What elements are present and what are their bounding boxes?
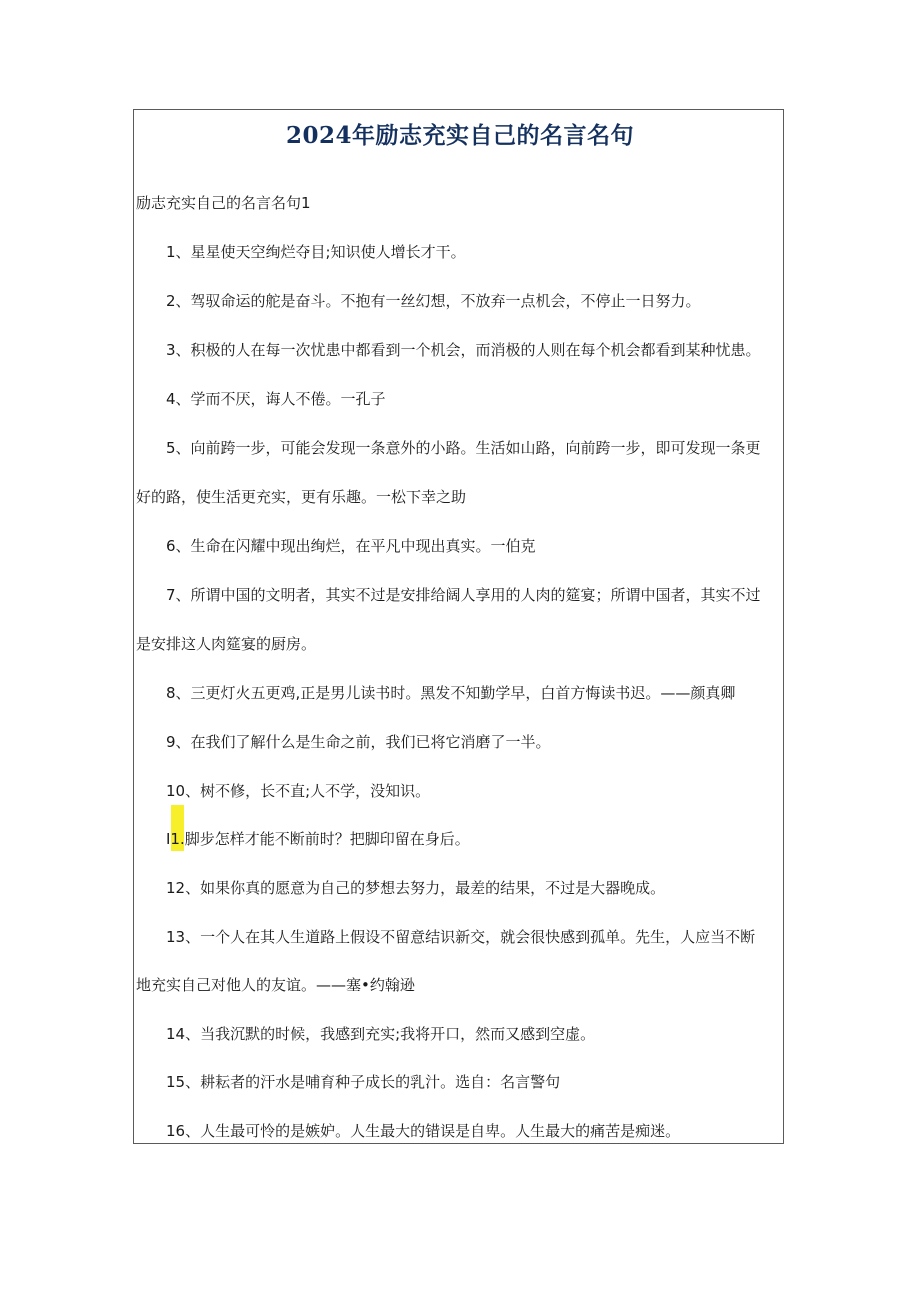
quote-line-14: 14、当我沉默的时候，我感到充实;我将开口，然而又感到空虚。 (166, 1025, 596, 1043)
section-heading: 励志充实自己的名言名句1 (136, 194, 311, 212)
document-title: 2024年励志充实自己的名言名句 (285, 122, 634, 149)
quote-line-7-cont: 是安排这人肉筵宴的厨房。 (136, 635, 317, 653)
quote-line-11: I1.脚步怎样才能不断前时？把脚印留在身后。 (166, 830, 470, 848)
quote-line-16: 16、人生最可怜的是嫉妒。人生最大的错误是自卑。人生最大的痛苦是痴迷。 (166, 1122, 681, 1140)
quote-line-15: 15、耕耘者的汗水是哺育种子成长的乳汁。选自：名言警句 (166, 1073, 561, 1091)
quote-line-2: 2、驾驭命运的舵是奋斗。不抱有一丝幻想，不放弃一点机会，不停止一日努力。 (166, 292, 701, 310)
quote-line-5-cont: 好的路，使生活更充实，更有乐趣。一松下幸之助 (136, 488, 467, 506)
quote-line-7: 7、所谓中国的文明者，其实不过是安排给阔人享用的人肉的筵宴；所谓中国者，其实不过 (166, 586, 761, 604)
quote-line-12: 12、如果你真的愿意为自己的梦想去努力，最差的结果，不过是大器晚成。 (166, 879, 666, 897)
quote-line-13-cont: 地充实自己对他人的友谊。——塞•约翰逊 (136, 976, 415, 994)
quote-line-1: 1、星星使天空绚烂夺目;知识使人增长才干。 (166, 243, 466, 261)
quote-line-6: 6、生命在闪耀中现出绚烂，在平凡中现出真实。一伯克 (166, 537, 536, 555)
quote-line-13: 13、一个人在其人生道路上假设不留意结识新交，就会很快感到孤单。先生，人应当不断 (166, 928, 756, 946)
quote-line-9: 9、在我们了解什么是生命之前，我们已将它消磨了一半。 (166, 733, 551, 751)
quote-line-4: 4、学而不厌，诲人不倦。一孔子 (166, 390, 386, 408)
quote-line-3: 3、积极的人在每一次忧患中都看到一个机会，而消极的人则在每个机会都看到某种忧患。 (166, 341, 761, 359)
quote-line-10: 10、树不修，长不直;人不学，没知识。 (166, 782, 431, 800)
quote-line-5: 5、向前跨一步，可能会发现一条意外的小路。生活如山路，向前跨一步，即可发现一条更 (166, 439, 761, 457)
quote-line-8: 8、三更灯火五更鸡,正是男儿读书时。黑发不知勤学早，白首方悔读书迟。——颜真卿 (166, 684, 736, 702)
